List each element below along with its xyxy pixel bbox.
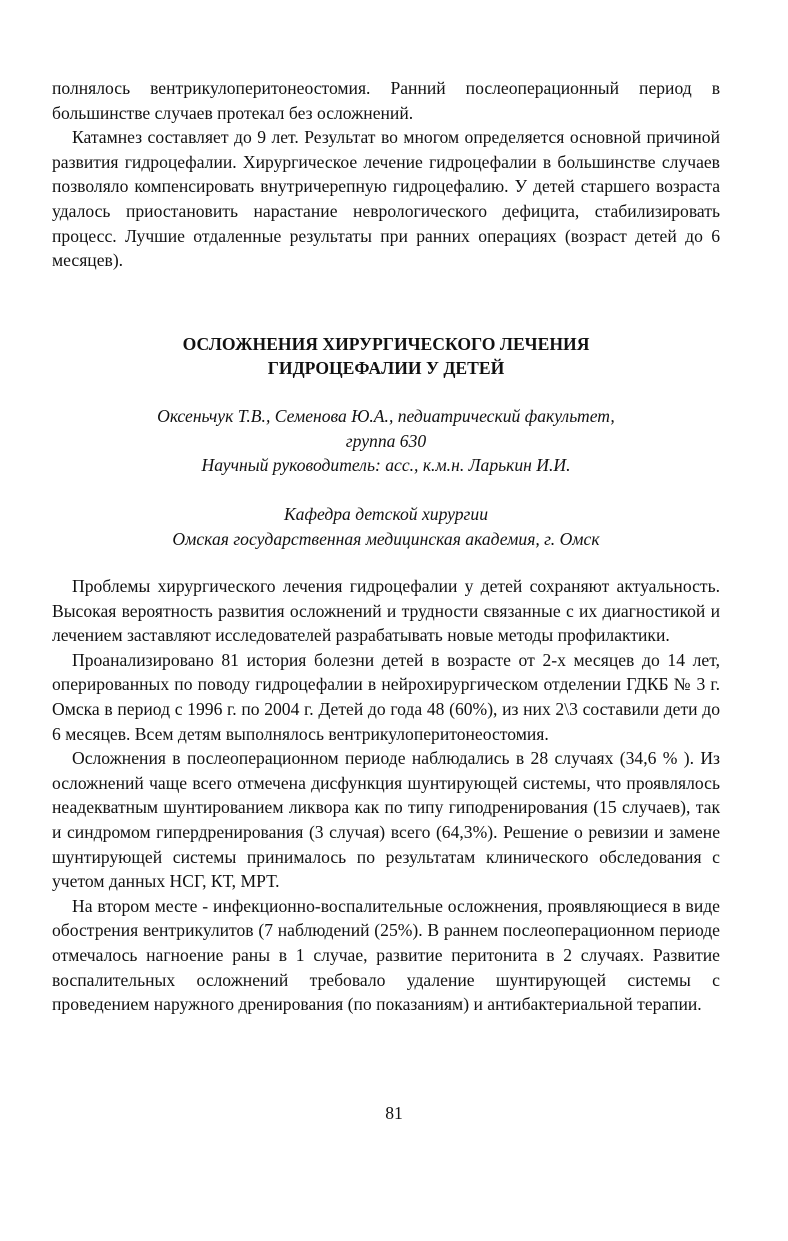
institution-line: Омская государственная медицинская академия, г. Омск [172,528,600,549]
department-line: Кафедра детской хирургии [284,504,488,524]
intro-section [52,76,720,273]
page-number: 81 [385,1103,403,1123]
group-line: группа 630 [345,430,427,451]
article-title [52,332,720,380]
body-paragraph-3: Осложнения в послеоперационном периоде наблюдались в 28 случаях (34,6 % ). Из осложнений чаще всего отмечена дисфункция шунтирующей системы, что проявлялось неадекватным шунтированием ликвора как по типу гиподренирования (15 случаев), так и синдромом гипердренирования (3 случая) всего (64,3%). Решение о ревизии и замене шунтирующей системы принималось по результатам клинического обследования с учетом данных НСГ, КТ, МРТ. [52,748,720,892]
body-paragraph-2: Проанализировано 81 история болезни детей в возрасте от 2-х месяцев до 14 лет, оперированных по поводу гидроцефалии в нейрохирургическом отделении ГДКБ № 3 г. Омска в период с 1996 г. по 2004 г. Детей до года 48 (60%), из них 2\3 составили дети до 6 месяцев. Всем детям выполнялось вентрикулоперитонеостомия. [52,649,720,744]
authors-block [52,404,720,478]
supervisor-line: Научный руководитель: асс., к.м.н. Ларькин И.И. [201,455,571,475]
intro-paragraph-1: полнялось вентрикулоперитонеостомия. Ранний послеоперационный период в большинстве случаев протекал без осложнений. [52,78,720,123]
body-paragraph-1: Проблемы хирургического лечения гидроцефалии у детей сохраняют актуальность. Высокая вероятность развития осложнений и трудности связанные с их диагностикой и лечением заставляют исследователей разрабатывать новые методы профилактики. [52,576,720,646]
title-line-2: ГИДРОЦЕФАЛИИ У ДЕТЕЙ [267,358,505,378]
affiliation-block [52,502,720,551]
body-paragraph-4: На втором месте - инфекционно-воспалительные осложнения, проявляющиеся в виде обострения вентрикулитов (7 наблюдений (25%). В раннем послеоперационном периоде отмечалось нагноение раны в 1 случае, развитие перитонита в 2 случаях. Развитие воспалительных осложнений требовало удаление шунтирующей системы с проведением наружного дренирования (по показаниям) и антибактериальной терапии. [52,895,720,1015]
intro-paragraph-2: Катамнез составляет до 9 лет. Результат во многом определяется основной причиной развития гидроцефалии. Хирургическое лечение гидроцефалии в большинстве случаев позволяло компенсировать внутричерепную гидроцефалию. У детей старшего возраста удалось приостановить нарастание неврологического дефицита, стабилизировать процесс. Лучшие отдаленные результаты при ранних операциях (возраст детей до 6 месяцев). [52,127,720,271]
authors-line: Оксеньчук Т.В., Семенова Ю.А., педиатрический факультет, [157,406,615,426]
article-body [52,574,720,1017]
title-line-1: ОСЛОЖНЕНИЯ ХИРУРГИЧЕСКОГО ЛЕЧЕНИЯ [182,334,590,354]
